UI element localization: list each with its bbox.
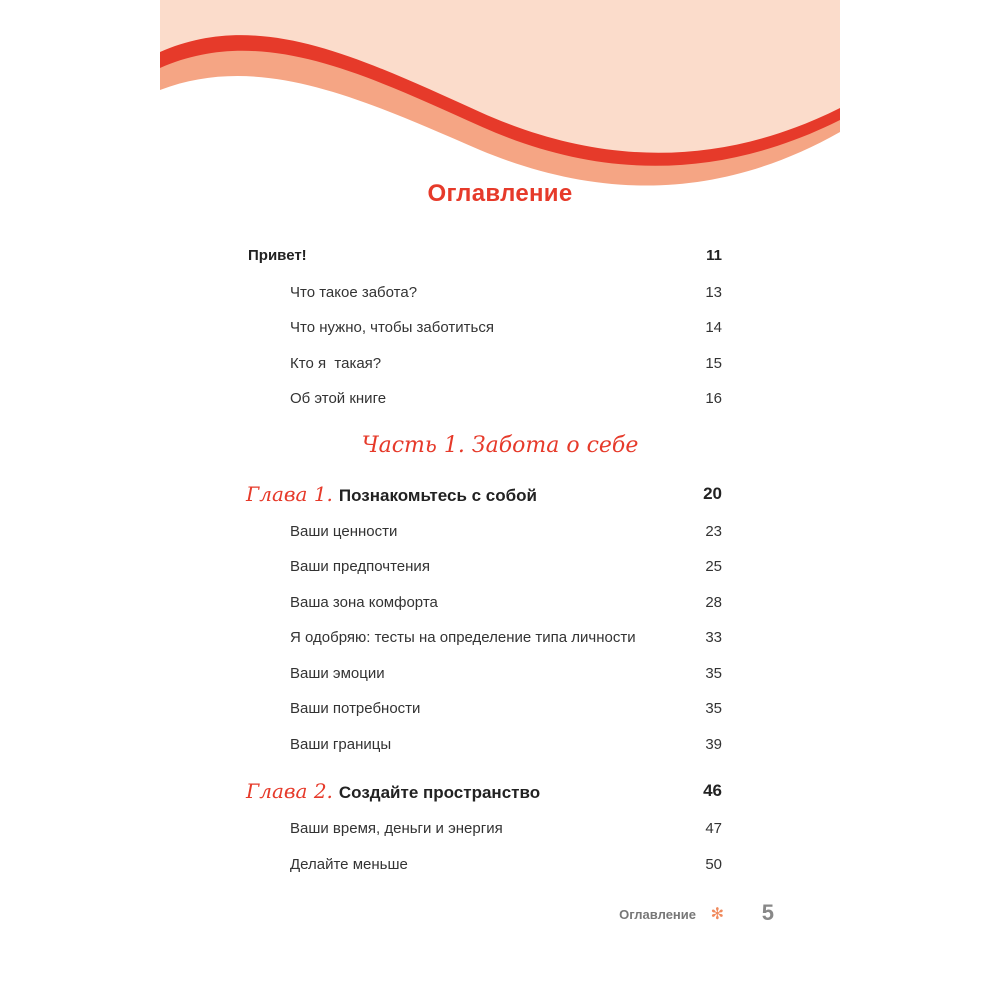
entry-label: Ваши эмоции	[290, 664, 385, 682]
toc-entry[interactable]	[290, 587, 722, 617]
entry-label: Делайте меньше	[290, 855, 408, 873]
toc-entry[interactable]	[290, 312, 722, 342]
entry-label: Ваша зона комфорта	[290, 593, 438, 611]
decorative-wave-header	[160, 0, 840, 200]
entry-label: Об этой книге	[290, 389, 387, 407]
entry-label: Что такое забота?	[290, 283, 418, 301]
entry-page: 35	[705, 699, 722, 717]
entry-page: 15	[705, 354, 722, 372]
chapter-page: 20	[703, 484, 722, 503]
toc-entry[interactable]	[290, 277, 722, 307]
toc-entry[interactable]	[290, 551, 722, 581]
footer-section-label: Оглавление	[619, 907, 696, 922]
entry-page: 33	[705, 628, 722, 646]
entry-label: Ваши ценности	[290, 522, 398, 540]
chapter-page: 46	[703, 781, 722, 800]
toc-title: Оглавление	[427, 180, 573, 207]
book-page	[160, 0, 840, 1000]
entry-page: 23	[705, 522, 722, 540]
toc-entry[interactable]	[290, 383, 722, 413]
chapter-prefix: Глава 1.	[246, 482, 333, 506]
toc-entry[interactable]	[290, 622, 722, 652]
chapter-2-heading[interactable]	[246, 774, 722, 808]
toc-entry[interactable]	[290, 658, 722, 688]
entry-label: Что нужно, чтобы заботиться	[290, 318, 494, 336]
toc-entry[interactable]	[290, 516, 722, 546]
entry-label: Ваши границы	[290, 735, 392, 753]
toc-entry[interactable]	[290, 813, 722, 843]
page-number: 5	[761, 900, 774, 925]
entry-page: 13	[705, 283, 722, 301]
toc-entry[interactable]	[290, 849, 722, 879]
entry-page: 16	[705, 389, 722, 407]
entry-page: 35	[705, 664, 722, 682]
chapter-1-heading[interactable]	[246, 477, 722, 511]
entry-label: Ваши время, деньги и энергия	[290, 819, 503, 837]
chapter-title: Создайте пространство	[338, 783, 541, 802]
entry-page: 14	[705, 318, 722, 336]
page-footer	[160, 900, 840, 930]
chapter-title: Познакомьтесь с собой	[338, 486, 537, 505]
toc-entry[interactable]	[290, 729, 722, 759]
entry-label: Ваши потребности	[290, 699, 421, 717]
asterisk-icon: ✻	[710, 906, 724, 923]
toc-entry[interactable]	[290, 693, 722, 723]
entry-label: Ваши предпочтения	[290, 557, 430, 575]
entry-page: 11	[706, 246, 722, 264]
part-heading[interactable]: Часть 1. Забота о себе	[361, 433, 639, 458]
entry-page: 25	[705, 557, 722, 575]
entry-label: Кто я такая?	[290, 354, 382, 372]
entry-page: 28	[705, 593, 722, 611]
entry-page: 39	[705, 735, 722, 753]
entry-page: 50	[705, 855, 722, 873]
entry-page: 47	[705, 819, 722, 837]
toc-entry-intro[interactable]	[248, 240, 722, 270]
chapter-prefix: Глава 2.	[246, 779, 333, 803]
toc-entry[interactable]	[290, 348, 722, 378]
entry-label: Привет!	[248, 246, 307, 264]
entry-label: Я одобряю: тесты на определение типа личности	[290, 628, 636, 646]
